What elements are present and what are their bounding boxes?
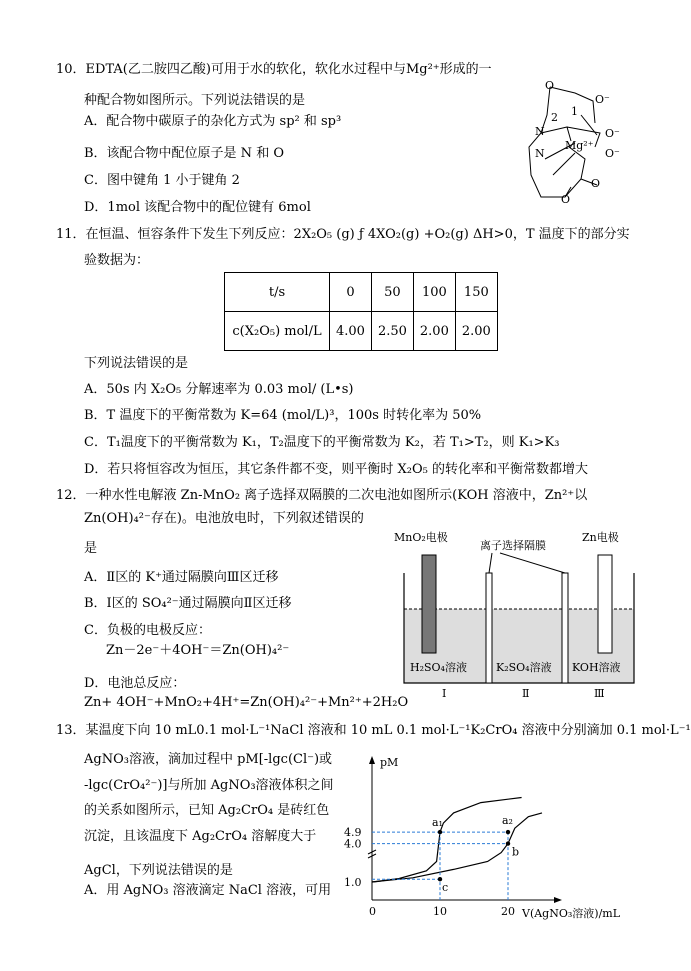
q10-fig-n-top: N: [535, 125, 545, 138]
q11-stem-line2: 验数据为：: [84, 253, 150, 268]
q10-fig-o-right: O⁻: [605, 127, 620, 140]
q10-option-b: B．该配合物中配位原子是 N 和 O: [84, 146, 284, 161]
table-row: [225, 312, 498, 351]
q12-fig-mno2-electrode: MnO₂电极: [394, 531, 448, 544]
table-cell: 50: [371, 273, 413, 312]
chart-point: [506, 841, 510, 845]
chart-series-line-0: [372, 798, 522, 883]
q10-fig-metal: Mg²⁺: [565, 139, 594, 152]
q13-stem-line6: AgCl，下列说法错误的是: [84, 863, 233, 878]
table-cell: c(X₂O₅) mol/L: [225, 312, 330, 351]
q10-fig-o-top: O⁻: [595, 93, 610, 106]
q13-stem-line4: 的关系如图所示，已知 Ag₂CrO₄ 是砖红色: [84, 803, 330, 818]
table-cell: t/s: [225, 273, 330, 312]
chart-point-label: c: [442, 881, 449, 895]
q10-option-d: D．1mol 该配合物中的配位键有 6mol: [84, 200, 311, 215]
q13-stem-line5: 沉淀，且该温度下 Ag₂CrO₄ 溶解度大于: [84, 829, 317, 844]
table-cell: 4.00: [330, 312, 372, 351]
q12-fig-solution-2: K₂SO₄溶液: [496, 661, 552, 674]
q10-option-a: A．配合物中碳原子的杂化方式为 sp² 和 sp³: [84, 114, 342, 129]
chart-y-tick-label: 4.9: [344, 826, 362, 840]
q12-battery-figure: [394, 525, 640, 705]
chart-y-label: pM: [380, 756, 399, 769]
q10-fig-n-bottom: N: [535, 147, 545, 160]
q11-data-table: [224, 272, 498, 351]
chart-point-label: a₂: [502, 814, 513, 828]
q12-stem-line3: 是: [84, 541, 98, 556]
q12-option-c: C．负极的电极反应：: [84, 623, 211, 638]
q11-option-a: A．50s 内 X₂O₅ 分解速率为 0.03 mol/ (L•s): [84, 382, 354, 397]
q13-stem-line3: -lgc(CrO₄²⁻)]与所加 AgNO₃溶液体积之间: [84, 778, 334, 793]
q10-fig-o1: O: [545, 79, 555, 92]
q12-option-c-equation: Zn－2e⁻＋4OH⁻＝Zn(OH)₄²⁻: [106, 643, 290, 658]
table-row: [225, 273, 498, 312]
q10-fig-angle1: 1: [571, 105, 578, 118]
q12-fig-membrane: 离子选择隔膜: [480, 539, 546, 552]
q12-fig-zn-electrode: Zn电极: [582, 531, 619, 544]
q12-option-a: A．Ⅱ区的 K⁺通过隔膜向Ⅲ区迁移: [84, 570, 279, 585]
q12-fig-zone-1: Ⅰ: [442, 687, 447, 700]
chart-point: [506, 830, 510, 834]
q10-fig-o-right2: O⁻: [605, 147, 620, 160]
chart-x-tick-label: 20: [501, 905, 515, 918]
q12-option-d: D．电池总反应：: [84, 676, 186, 691]
q10-option-c: C．图中键角 1 小于键角 2: [84, 173, 240, 188]
q10-fig-o4: O: [561, 193, 571, 206]
table-cell: 150: [455, 273, 497, 312]
chart-x-tick-label: 0: [369, 905, 376, 918]
q10-fig-o3: O: [591, 177, 601, 190]
q12-fig-solution-3: KOH溶液: [572, 661, 621, 674]
chart-y-tick-label: 1.0: [344, 876, 362, 889]
chart-point-label: b: [512, 845, 520, 859]
table-cell: 2.50: [371, 312, 413, 351]
table-cell: 100: [413, 273, 455, 312]
q13-stem-line2: AgNO₃溶液，滴加过程中 pM[-lgc(Cl⁻)或: [84, 752, 333, 767]
chart-point-label: a₁: [432, 816, 443, 830]
chart-y-tick-label: 4.0: [344, 837, 362, 851]
q11-option-b: B．T 温度下的平衡常数为 K=64 (mol/L)³，100s 时转化率为 50%: [84, 408, 482, 423]
q12-fig-zone-2: Ⅱ: [522, 687, 530, 700]
q12-option-b: B．Ⅰ区的 SO₄²⁻通过隔膜向Ⅱ区迁移: [84, 596, 292, 611]
q11-option-c: C．T₁温度下的平衡常数为 K₁，T₂温度下的平衡常数为 K₂，若 T₁>T₂，则 K₁>K₃: [84, 435, 560, 450]
q10-stem-line2: 种配合物如图所示。下列说法错误的是: [84, 93, 306, 108]
q12-stem-line1: 12．一种水性电解液 Zn-MnO₂ 离子选择双隔膜的二次电池如图所示(KOH 溶液中，Zn²⁺以: [56, 488, 588, 503]
chart-point: [438, 830, 442, 834]
q13-stem-line1: 13．某温度下向 10 mL0.1 mol·L⁻¹NaCl 溶液和 10 mL 0.1 mol·L⁻¹K₂CrO₄ 溶液中分别滴加 0.1 mol·L⁻¹: [56, 723, 691, 738]
chart-x-label: V(AgNO₃溶液)/mL: [522, 907, 621, 920]
q12-stem-line2: Zn(OH)₄²⁻存在)。电池放电时，下列叙述错误的: [84, 511, 364, 526]
q10-fig-angle2: 2: [551, 111, 558, 124]
table-cell: 0: [330, 273, 372, 312]
q13-titration-chart: [340, 750, 680, 925]
q11-option-d: D．若只将恒容改为恒压，其它条件都不变，则平衡时 X₂O₅ 的转化率和平衡常数都增大: [84, 462, 589, 477]
chart-x-tick-label: 10: [433, 905, 447, 918]
q11-stem-line1: 11．在恒温、恒容条件下发生下列反应：2X₂O₅ (g) ƒ 4XO₂(g) +O₂(g) ΔH>0，T 温度下的部分实: [56, 227, 630, 242]
q10-edta-structure-figure: [505, 75, 635, 205]
q12-fig-solution-1: H₂SO₄溶液: [410, 661, 467, 674]
q12-fig-zone-3: Ⅲ: [594, 687, 605, 700]
q10-stem-line1: 10．EDTA(乙二胺四乙酸)可用于水的软化，软化水过程中与Mg²⁺形成的一: [56, 62, 492, 77]
q12-option-d-equation: Zn+ 4OH⁻+MnO₂+4H⁺=Zn(OH)₄²⁻+Mn²⁺+2H₂O: [84, 695, 409, 710]
table-cell: 2.00: [413, 312, 455, 351]
q13-option-a: A．用 AgNO₃ 溶液滴定 NaCl 溶液，可用: [84, 883, 332, 898]
q11-ask: 下列说法错误的是: [84, 356, 189, 371]
table-cell: 2.00: [455, 312, 497, 351]
